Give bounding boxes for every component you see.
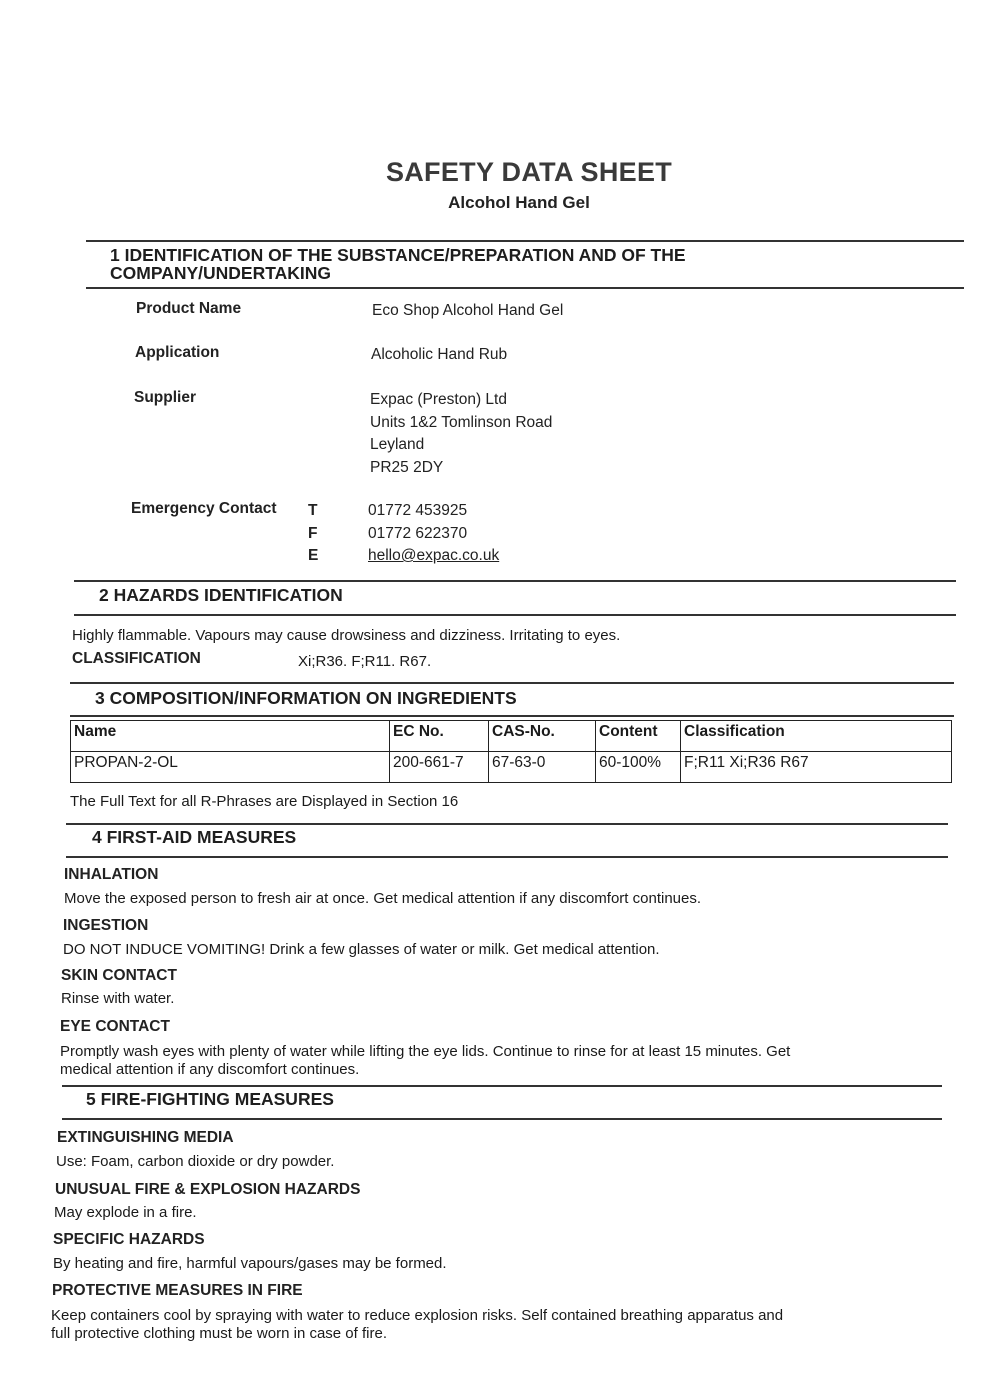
ingredient-name: PROPAN-2-OL xyxy=(71,752,390,783)
document-title: SAFETY DATA SHEET xyxy=(385,157,673,187)
contact-key-fax: F xyxy=(308,524,318,542)
product-name-value: Eco Shop Alcohol Hand Gel xyxy=(372,302,564,319)
eye-contact-text-line2: medical attention if any discomfort continues. xyxy=(60,1061,360,1078)
ingredient-cas-no: 67-63-0 xyxy=(489,752,596,783)
phone-number: 01772 453925 xyxy=(368,502,468,519)
contact-values xyxy=(368,500,499,568)
product-name-label: Product Name xyxy=(136,300,242,317)
section2-top-rule xyxy=(74,580,956,582)
section3-top-rule xyxy=(70,682,954,684)
inhalation-text: Move the exposed person to fresh air at once. Get medical attention if any discomfort continues. xyxy=(64,890,702,907)
ingestion-text: DO NOT INDUCE VOMITING! Drink a few glasses of water or milk. Get medical attention. xyxy=(63,941,660,958)
supplier-line: PR25 2DY xyxy=(370,458,444,476)
section4-top-rule xyxy=(66,823,948,825)
classification-label: CLASSIFICATION xyxy=(72,650,201,667)
supplier-address xyxy=(370,389,552,479)
ingredient-ec-no: 200-661-7 xyxy=(390,752,489,783)
contact-key-phone: T xyxy=(308,502,318,519)
supplier-label: Supplier xyxy=(134,389,197,406)
extinguishing-media-label: EXTINGUISHING MEDIA xyxy=(57,1129,234,1146)
skin-contact-text: Rinse with water. xyxy=(61,990,175,1007)
specific-hazards-text: By heating and fire, harmful vapours/gases may be formed. xyxy=(53,1255,447,1272)
supplier-line: Leyland xyxy=(370,436,425,453)
product-subtitle: Alcohol Hand Gel xyxy=(448,193,590,212)
section1-bottom-rule xyxy=(86,287,964,289)
section3-bottom-rule xyxy=(70,715,954,717)
section2-bottom-rule xyxy=(74,614,956,616)
contact-key-email: E xyxy=(308,547,319,564)
ingredient-content: 60-100% xyxy=(596,752,681,783)
classification-value: Xi;R36. F;R11. R67. xyxy=(298,653,432,670)
section1-top-rule xyxy=(86,240,964,242)
table-row xyxy=(71,752,952,783)
section4-heading: 4 FIRST-AID MEASURES xyxy=(92,827,297,847)
section3-heading: 3 COMPOSITION/INFORMATION ON INGREDIENTS xyxy=(95,688,517,708)
protective-measures-text-line2: full protective clothing must be worn in case of fire. xyxy=(51,1325,387,1342)
email-link[interactable]: hello@expac.co.uk xyxy=(368,547,500,564)
fax-number: 01772 622370 xyxy=(368,524,468,542)
column-header-classification: Classification xyxy=(681,721,952,752)
section2-heading: 2 HAZARDS IDENTIFICATION xyxy=(99,585,343,605)
specific-hazards-label: SPECIFIC HAZARDS xyxy=(53,1231,205,1248)
column-header-content: Content xyxy=(596,721,681,752)
eye-contact-label: EYE CONTACT xyxy=(60,1018,170,1035)
section5-top-rule xyxy=(62,1085,942,1087)
section1-heading-line1: 1 IDENTIFICATION OF THE SUBSTANCE/PREPARATION AND OF THE xyxy=(110,245,686,265)
column-header-cas-no: CAS-No. xyxy=(489,721,596,752)
section4-bottom-rule xyxy=(66,856,948,858)
supplier-line: Expac (Preston) Ltd xyxy=(370,391,507,408)
application-label: Application xyxy=(135,344,220,361)
unusual-hazards-label: UNUSUAL FIRE & EXPLOSION HAZARDS xyxy=(55,1181,361,1198)
extinguishing-media-text: Use: Foam, carbon dioxide or dry powder. xyxy=(56,1153,335,1170)
hazard-statement: Highly flammable. Vapours may cause drowsiness and dizziness. Irritating to eyes. xyxy=(72,627,621,644)
protective-measures-text-line1: Keep containers cool by spraying with water to reduce explosion risks. Self contained breathing apparatus and xyxy=(51,1307,784,1324)
protective-measures-label: PROTECTIVE MEASURES IN FIRE xyxy=(52,1282,303,1299)
contact-keys xyxy=(308,500,318,568)
ingestion-label: INGESTION xyxy=(63,917,149,934)
section5-bottom-rule xyxy=(62,1118,942,1120)
unusual-hazards-text: May explode in a fire. xyxy=(54,1204,197,1221)
column-header-ec-no: EC No. xyxy=(390,721,489,752)
eye-contact-text-line1: Promptly wash eyes with plenty of water while lifting the eye lids. Continue to rinse for at least 15 minutes. Get xyxy=(60,1043,791,1060)
table-header-row xyxy=(71,721,952,752)
column-header-name: Name xyxy=(71,721,390,752)
ingredients-table xyxy=(70,720,952,783)
supplier-line: Units 1&2 Tomlinson Road xyxy=(370,413,553,431)
skin-contact-label: SKIN CONTACT xyxy=(61,967,177,984)
section5-heading: 5 FIRE-FIGHTING MEASURES xyxy=(86,1089,334,1109)
section1-heading-line2: COMPANY/UNDERTAKING xyxy=(110,263,332,283)
application-value: Alcoholic Hand Rub xyxy=(371,346,508,363)
emergency-contact-label: Emergency Contact xyxy=(131,500,277,517)
inhalation-label: INHALATION xyxy=(64,866,159,883)
r-phrases-note: The Full Text for all R-Phrases are Displayed in Section 16 xyxy=(70,793,459,810)
ingredient-classification: F;R11 Xi;R36 R67 xyxy=(681,752,952,783)
